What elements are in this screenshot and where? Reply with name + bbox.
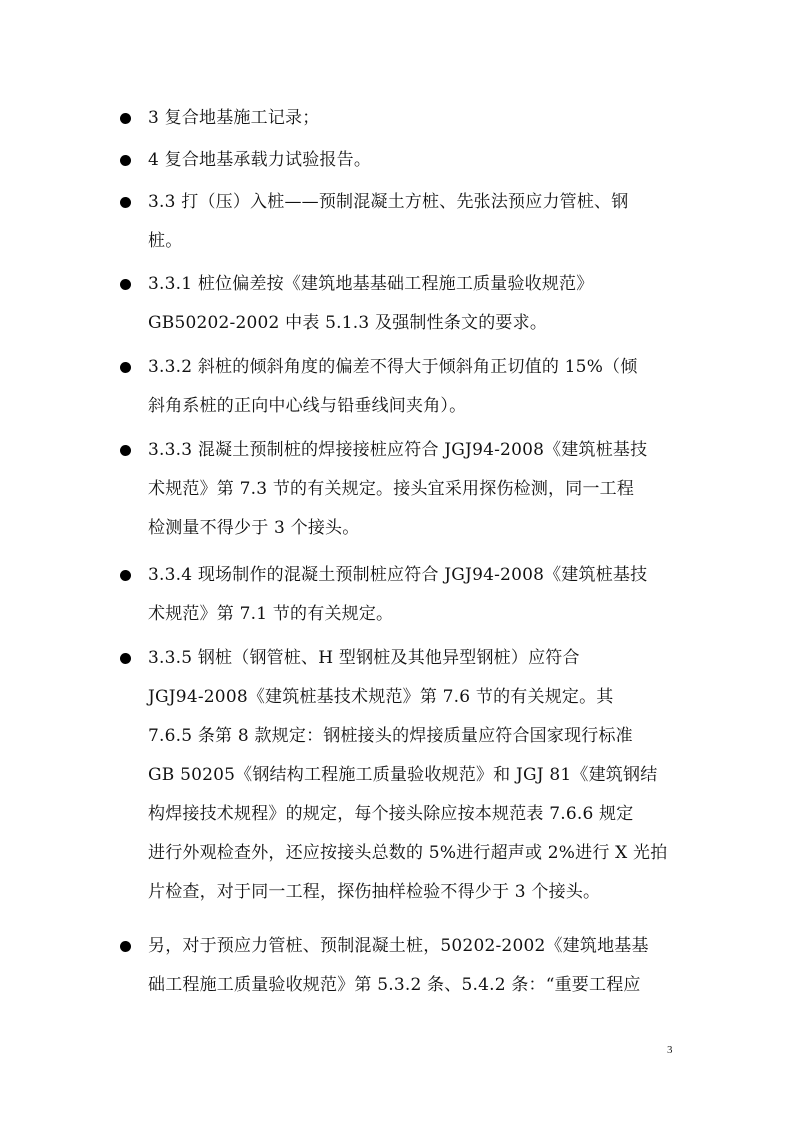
text-line: 3.3.1 桩位偏差按《建筑地基基础工程施工质量验收规范》 xyxy=(148,274,594,294)
text-line: 斜角系桩的正向中心线与铅垂线间夹角）。 xyxy=(148,396,467,416)
bullet-text xyxy=(148,99,680,138)
bullet-dot-icon xyxy=(120,155,131,166)
text-line: 4 复合地基承载力试验报告。 xyxy=(148,150,372,170)
bullet-dot-icon xyxy=(120,362,131,373)
text-line: 检测量不得少于 3 个接头。 xyxy=(148,518,360,538)
bullet-dot-icon xyxy=(120,113,131,124)
text-line: 进行外观检查外，还应按接头总数的 5%进行超声或 2%进行 X 光拍 xyxy=(148,843,668,863)
bullet-text xyxy=(148,639,680,912)
bullet-dot-icon xyxy=(120,279,131,290)
text-line: 3.3.4 现场制作的混凝土预制桩应符合 JGJ94-2008《建筑桩基技 xyxy=(148,565,648,585)
bullet-text xyxy=(148,265,680,343)
text-line: 术规范》第 7.1 节的有关规定。 xyxy=(148,604,394,624)
text-line: 3 复合地基施工记录； xyxy=(148,108,320,128)
text-line: 构焊接技术规程》的规定，每个接头除应按本规范表 7.6.6 规定 xyxy=(148,804,634,824)
bullet-text xyxy=(148,183,680,261)
text-line: 础工程施工质量验收规范》第 5.3.2 条、5.4.2 条：“重要工程应 xyxy=(148,975,641,995)
text-line: 3.3.5 钢桩（钢管桩、H 型钢桩及其他异型钢桩）应符合 xyxy=(148,648,580,668)
text-line: 3.3.2 斜桩的倾斜角度的偏差不得大于倾斜角正切值的 15%（倾 xyxy=(148,357,638,377)
text-line: GB50202-2002 中表 5.1.3 及强制性条文的要求。 xyxy=(148,313,548,333)
bullet-text xyxy=(148,556,680,634)
page-number: 3 xyxy=(667,1044,673,1056)
bullet-dot-icon xyxy=(120,941,131,952)
text-line: 7.6.5 条第 8 款规定：钢桩接头的焊接质量应符合国家现行标准 xyxy=(148,726,633,746)
bullet-text xyxy=(148,431,680,548)
text-line: 另，对于预应力管桩、预制混凝土桩，50202-2002《建筑地基基 xyxy=(148,936,649,956)
text-line: JGJ94-2008《建筑桩基技术规范》第 7.6 节的有关规定。其 xyxy=(148,687,614,707)
text-line: GB 50205《钢结构工程施工质量验收规范》和 JGJ 81《建筑钢结 xyxy=(148,765,658,785)
text-line: 术规范》第 7.3 节的有关规定。接头宜采用探伤检测，同一工程 xyxy=(148,479,635,499)
bullet-text xyxy=(148,348,680,426)
text-line: 3.3 打（压）入桩——预制混凝土方桩、先张法预应力管桩、钢 xyxy=(148,192,629,212)
text-line: 片检查，对于同一工程，探伤抽样检验不得少于 3 个接头。 xyxy=(148,882,601,902)
bullet-dot-icon xyxy=(120,653,131,664)
bullet-text xyxy=(148,141,680,180)
bullet-dot-icon xyxy=(120,197,131,208)
text-line: 桩。 xyxy=(148,231,183,251)
bullet-dot-icon xyxy=(120,445,131,456)
text-line: 3.3.3 混凝土预制桩的焊接接桩应符合 JGJ94-2008《建筑桩基技 xyxy=(148,440,648,460)
bullet-text xyxy=(148,927,680,1005)
bullet-dot-icon xyxy=(120,570,131,581)
